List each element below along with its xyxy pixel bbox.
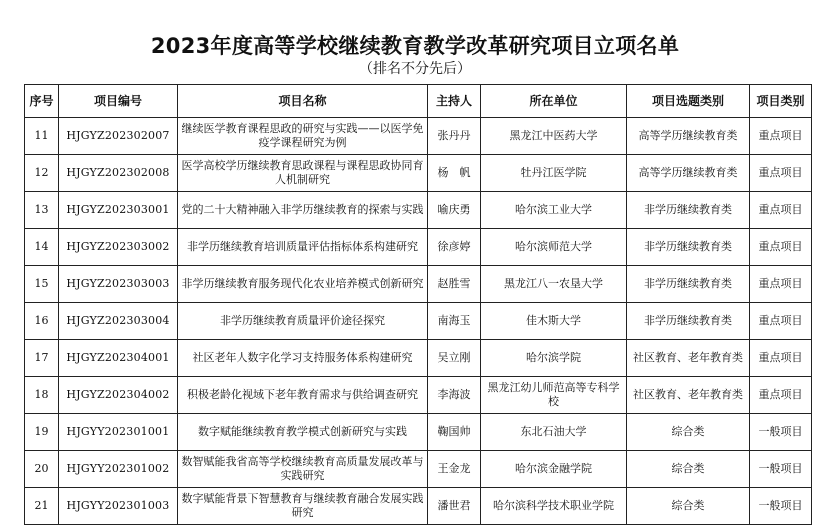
cell-topic: 非学历继续教育类 (627, 192, 750, 229)
table-row (25, 488, 812, 525)
cell-host: 王金龙 (428, 451, 481, 488)
cell-host: 赵胜雪 (428, 266, 481, 303)
cell-no: 12 (25, 155, 59, 192)
cell-topic: 非学历继续教育类 (627, 229, 750, 266)
table-row (25, 451, 812, 488)
table-row (25, 118, 812, 155)
cell-type: 一般项目 (750, 451, 812, 488)
cell-code: HJGYZ202302008 (59, 155, 178, 192)
cell-name: 积极老龄化视域下老年教育需求与供给调查研究 (178, 377, 428, 414)
cell-code: HJGYZ202303004 (59, 303, 178, 340)
cell-code: HJGYZ202304002 (59, 377, 178, 414)
cell-name: 非学历继续教育质量评价途径探究 (178, 303, 428, 340)
header-name: 项目名称 (178, 85, 428, 118)
cell-topic: 高等学历继续教育类 (627, 155, 750, 192)
cell-code: HJGYY202301001 (59, 414, 178, 451)
cell-type: 一般项目 (750, 488, 812, 525)
header-topic: 项目选题类别 (627, 85, 750, 118)
header-no: 序号 (25, 85, 59, 118)
table-row (25, 229, 812, 266)
cell-name: 党的二十大精神融入非学历继续教育的探索与实践 (178, 192, 428, 229)
cell-type: 重点项目 (750, 155, 812, 192)
cell-no: 19 (25, 414, 59, 451)
cell-unit: 哈尔滨科学技术职业学院 (481, 488, 627, 525)
cell-no: 18 (25, 377, 59, 414)
cell-topic: 综合类 (627, 414, 750, 451)
cell-type: 重点项目 (750, 266, 812, 303)
cell-code: HJGYZ202303002 (59, 229, 178, 266)
cell-host: 喻庆勇 (428, 192, 481, 229)
cell-topic: 社区教育、老年教育类 (627, 377, 750, 414)
cell-name: 社区老年人数字化学习支持服务体系构建研究 (178, 340, 428, 377)
cell-type: 重点项目 (750, 303, 812, 340)
cell-host: 鞠国帅 (428, 414, 481, 451)
cell-code: HJGYZ202303003 (59, 266, 178, 303)
cell-no: 21 (25, 488, 59, 525)
cell-host: 李海波 (428, 377, 481, 414)
cell-host: 张丹丹 (428, 118, 481, 155)
cell-host: 吴立刚 (428, 340, 481, 377)
cell-unit: 哈尔滨学院 (481, 340, 627, 377)
cell-no: 13 (25, 192, 59, 229)
cell-topic: 综合类 (627, 488, 750, 525)
cell-topic: 社区教育、老年教育类 (627, 340, 750, 377)
header-host: 主持人 (428, 85, 481, 118)
cell-no: 16 (25, 303, 59, 340)
cell-type: 重点项目 (750, 229, 812, 266)
cell-unit: 哈尔滨工业大学 (481, 192, 627, 229)
table-row (25, 155, 812, 192)
table-row (25, 303, 812, 340)
cell-name: 数字赋能继续教育教学模式创新研究与实践 (178, 414, 428, 451)
cell-code: HJGYZ202304001 (59, 340, 178, 377)
cell-no: 15 (25, 266, 59, 303)
table-row (25, 266, 812, 303)
cell-type: 重点项目 (750, 118, 812, 155)
cell-topic: 非学历继续教育类 (627, 266, 750, 303)
cell-no: 11 (25, 118, 59, 155)
cell-topic: 非学历继续教育类 (627, 303, 750, 340)
table-row (25, 377, 812, 414)
cell-topic: 高等学历继续教育类 (627, 118, 750, 155)
cell-unit: 哈尔滨金融学院 (481, 451, 627, 488)
cell-type: 一般项目 (750, 414, 812, 451)
cell-no: 14 (25, 229, 59, 266)
cell-unit: 哈尔滨师范大学 (481, 229, 627, 266)
cell-host: 徐彦婷 (428, 229, 481, 266)
cell-type: 重点项目 (750, 340, 812, 377)
cell-code: HJGYZ202303001 (59, 192, 178, 229)
header-unit: 所在单位 (481, 85, 627, 118)
cell-code: HJGYY202301002 (59, 451, 178, 488)
cell-code: HJGYY202301003 (59, 488, 178, 525)
table-row (25, 192, 812, 229)
table-row (25, 414, 812, 451)
cell-type: 重点项目 (750, 377, 812, 414)
cell-unit: 黑龙江幼儿师范高等专科学校 (481, 377, 627, 414)
page-subtitle: （排名不分先后） (359, 61, 471, 77)
table-header-row (25, 85, 812, 118)
cell-name: 数字赋能背景下智慧教育与继续教育融合发展实践研究 (178, 488, 428, 525)
project-table (24, 84, 812, 525)
page-title: 2023年度高等学校继续教育教学改革研究项目立项名单 (150, 34, 680, 58)
cell-name: 非学历继续教育培训质量评估指标体系构建研究 (178, 229, 428, 266)
header-code: 项目编号 (59, 85, 178, 118)
cell-unit: 黑龙江中医药大学 (481, 118, 627, 155)
cell-name: 非学历继续教育服务现代化农业培养模式创新研究 (178, 266, 428, 303)
header-type: 项目类别 (750, 85, 812, 118)
table-row (25, 340, 812, 377)
cell-unit: 东北石油大学 (481, 414, 627, 451)
cell-unit: 牡丹江医学院 (481, 155, 627, 192)
cell-name: 医学高校学历继续教育思政课程与课程思政协同育人机制研究 (178, 155, 428, 192)
cell-no: 20 (25, 451, 59, 488)
cell-name: 继续医学教育课程思政的研究与实践——以医学免疫学课程研究为例 (178, 118, 428, 155)
cell-no: 17 (25, 340, 59, 377)
cell-host: 杨 帆 (428, 155, 481, 192)
cell-type: 重点项目 (750, 192, 812, 229)
cell-name: 数智赋能我省高等学校继续教育高质量发展改革与实践研究 (178, 451, 428, 488)
cell-unit: 黑龙江八一农垦大学 (481, 266, 627, 303)
cell-code: HJGYZ202302007 (59, 118, 178, 155)
cell-host: 南海玉 (428, 303, 481, 340)
cell-unit: 佳木斯大学 (481, 303, 627, 340)
cell-host: 潘世君 (428, 488, 481, 525)
cell-topic: 综合类 (627, 451, 750, 488)
